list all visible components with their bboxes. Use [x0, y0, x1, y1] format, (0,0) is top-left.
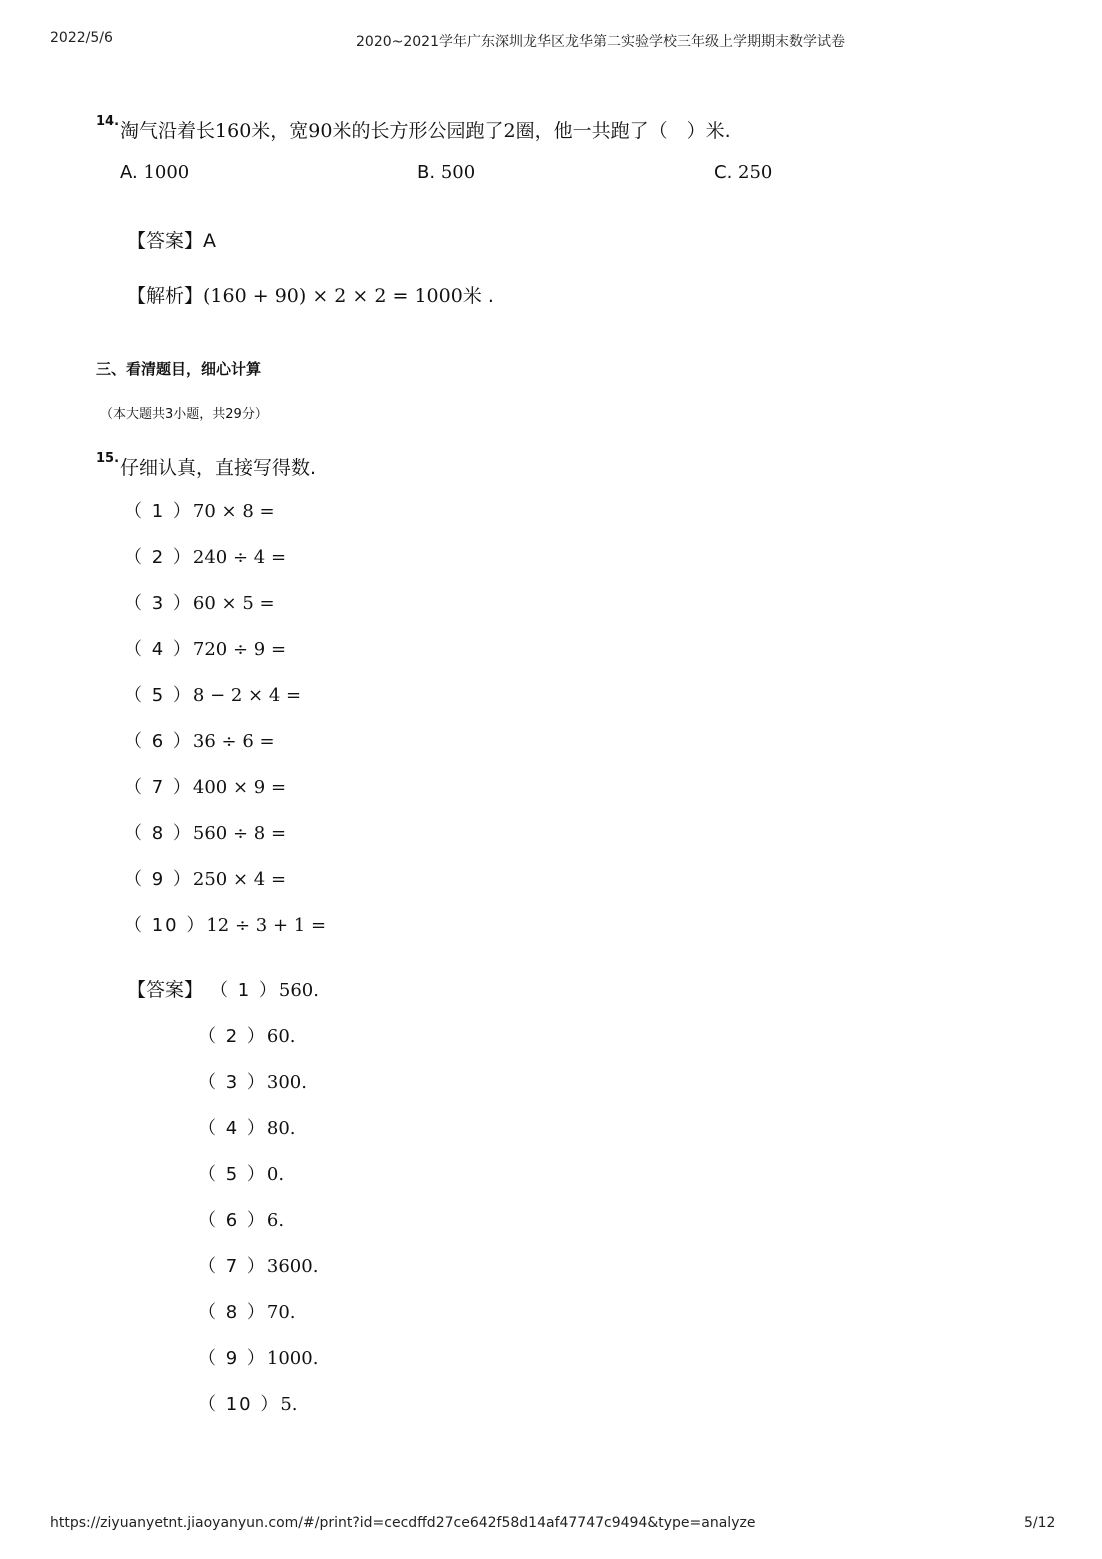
- q15-answer-2: [198, 1022, 296, 1048]
- q14-option-a[interactable]: [120, 162, 189, 183]
- analysis-end: .: [487, 285, 494, 307]
- item-expression: 12 ÷ 3 + 1 =: [206, 915, 327, 936]
- q15-item-6: [124, 727, 275, 753]
- q15-answer-3: [198, 1068, 307, 1094]
- item-label: （ 1 ）: [124, 501, 193, 522]
- item-label: （ 7 ）: [124, 777, 193, 798]
- answer-item-value: 3600.: [266, 1256, 319, 1277]
- q15-item-9: [124, 865, 286, 891]
- item-label: （ 5 ）: [124, 685, 193, 706]
- q15-item-7: [124, 773, 286, 799]
- q14-text-part: 圈，他一共跑了（ ）米.: [515, 120, 731, 142]
- q15-answer-6: [198, 1206, 284, 1232]
- option-letter: C.: [714, 162, 733, 183]
- q15-answer-label: 【答案】: [127, 979, 204, 1001]
- q15-answer-4: [198, 1114, 296, 1140]
- question-number-14: 14.: [96, 114, 120, 129]
- item-expression: 250 × 4 =: [192, 869, 287, 890]
- item-expression: 36 ÷ 6 =: [192, 731, 275, 752]
- question-14-text: [120, 116, 731, 143]
- answer-item-value: 6.: [266, 1210, 285, 1231]
- q15-item-4: [124, 635, 286, 661]
- option-letter: A.: [120, 162, 138, 183]
- item-expression: 720 ÷ 9 =: [192, 639, 287, 660]
- item-expression: 560 ÷ 8 =: [192, 823, 287, 844]
- item-label: （ 6 ）: [124, 731, 193, 752]
- item-label: （ 3 ）: [124, 593, 193, 614]
- item-label: （ 10 ）: [124, 915, 207, 936]
- answer-item-label: （ 9 ）: [198, 1348, 267, 1369]
- q15-answer-1: [210, 976, 319, 1002]
- q15-answer-5: [198, 1160, 284, 1186]
- q15-item-3: [124, 589, 275, 615]
- answer-item-value: 80.: [266, 1118, 296, 1139]
- answer-item-value: 1000.: [266, 1348, 319, 1369]
- answer-item-label: （ 5 ）: [198, 1164, 267, 1185]
- question-15-text: 仔细认真，直接写得数.: [120, 457, 317, 479]
- q14-text-part: 米，宽: [251, 120, 309, 142]
- document-title: 2020~2021学年广东深圳龙华区龙华第二实验学校三年级上学期期末数学试卷: [356, 34, 845, 50]
- q15-item-10: [124, 911, 326, 937]
- item-expression: 70 × 8 =: [192, 501, 275, 522]
- answer-item-label: （ 4 ）: [198, 1118, 267, 1139]
- option-value: 500: [440, 162, 476, 183]
- answer-item-value: 70.: [266, 1302, 296, 1323]
- question-number-15: 15.: [96, 451, 120, 466]
- answer-item-value: 5.: [280, 1394, 298, 1415]
- item-expression: 240 ÷ 4 =: [192, 547, 287, 568]
- q14-width-value: 90: [308, 120, 333, 142]
- q15-answer-10: [198, 1390, 298, 1416]
- q15-answer-8: [198, 1298, 296, 1324]
- q14-option-c[interactable]: [714, 162, 772, 183]
- q15-item-2: [124, 543, 286, 569]
- item-label: （ 8 ）: [124, 823, 193, 844]
- answer-item-label: （ 2 ）: [198, 1026, 267, 1047]
- option-letter: B.: [417, 162, 436, 183]
- section-title: 三、看清题目，细心计算: [96, 360, 262, 378]
- item-label: （ 9 ）: [124, 869, 193, 890]
- answer-item-value: 300.: [266, 1072, 307, 1093]
- answer-item-label: （ 6 ）: [198, 1210, 267, 1231]
- q15-item-5: [124, 681, 301, 707]
- q15-item-8: [124, 819, 286, 845]
- q14-length-value: 160: [215, 120, 252, 142]
- q14-laps-value: 2: [503, 120, 516, 142]
- q14-text-part: 淘气沿着长: [120, 120, 216, 142]
- answer-item-label: （ 8 ）: [198, 1302, 267, 1323]
- answer-value: A: [203, 230, 217, 252]
- q15-answer-7: [198, 1252, 318, 1278]
- analysis-formula: (160 + 90) × 2 × 2 = 1000: [203, 285, 463, 307]
- item-expression: 60 × 5 =: [192, 593, 275, 614]
- analysis-unit: 米: [462, 285, 482, 307]
- answer-item-value: 60.: [266, 1026, 296, 1047]
- option-value: 1000: [143, 162, 190, 183]
- print-date: 2022/5/6: [50, 30, 113, 46]
- answer-item-label: （ 3 ）: [198, 1072, 267, 1093]
- q14-text-part: 米的长方形公园跑了: [332, 120, 504, 142]
- answer-item-label: （ 1 ）: [210, 980, 279, 1001]
- q14-analysis: [127, 281, 494, 308]
- answer-label: 【答案】: [127, 230, 204, 252]
- item-expression: 8 − 2 × 4 =: [192, 685, 302, 706]
- answer-item-label: （ 10 ）: [198, 1394, 281, 1415]
- q15-answer-9: [198, 1344, 318, 1370]
- footer-url[interactable]: https://ziyuanyetnt.jiaoyanyun.com/#/print?id=cecdffd27ce642f58d14af47747c9494&type=analyze: [50, 1515, 756, 1531]
- q15-item-1: [124, 497, 275, 523]
- section-note: （本大题共3小题，共29分）: [100, 407, 268, 422]
- page-number: 5/12: [1024, 1515, 1056, 1531]
- q14-option-b[interactable]: [417, 162, 475, 183]
- q14-answer: [127, 226, 216, 253]
- item-expression: 400 × 9 =: [192, 777, 287, 798]
- answer-item-value: 560.: [278, 980, 319, 1001]
- analysis-label: 【解析】: [127, 285, 204, 307]
- option-value: 250: [738, 162, 773, 183]
- answer-item-value: 0.: [266, 1164, 285, 1185]
- item-label: （ 2 ）: [124, 547, 193, 568]
- answer-item-label: （ 7 ）: [198, 1256, 267, 1277]
- item-label: （ 4 ）: [124, 639, 193, 660]
